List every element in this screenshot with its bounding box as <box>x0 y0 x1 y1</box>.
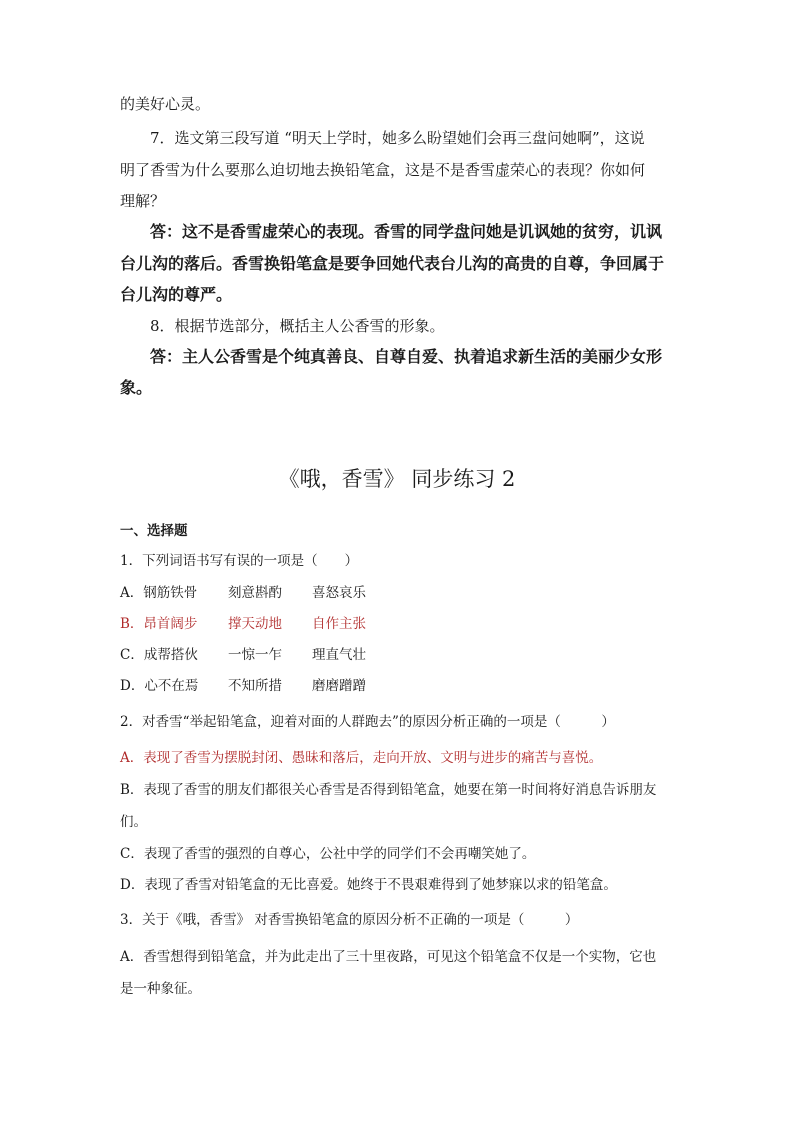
question-1-option-a <box>120 584 680 602</box>
question-7-line: 理解？ <box>120 192 166 210</box>
question-2-option-b: 们。 <box>120 814 147 830</box>
question-1-stem: 1．下列词语书写有误的一项是（ ） <box>120 553 359 569</box>
option-label: A．钢筋铁骨 <box>120 585 198 601</box>
option-word: 一惊一乍 <box>228 647 282 663</box>
question-1-option-c <box>120 646 680 664</box>
option-word: 撑天动地 <box>228 616 282 632</box>
question-1-option-d <box>120 677 680 695</box>
prev-text-line: 的美好心灵。 <box>120 95 211 113</box>
answer-7-line: 台儿沟的落后。香雪换铅笔盒是要争回她代表台儿沟的高贵的自尊，争回属于 <box>120 254 665 273</box>
section-heading: 一、选择题 <box>120 523 188 539</box>
question-2-option-d: D．表现了香雪对铅笔盒的无比喜爱。她终于不畏艰难得到了她梦寐以求的铅笔盒。 <box>120 877 617 893</box>
option-word: 刻意斟酌 <box>228 585 282 601</box>
question-2-option-c: C．表现了香雪的强烈的自尊心，公社中学的同学们不会再嘲笑她了。 <box>120 846 536 862</box>
option-word: 理直气壮 <box>312 647 366 663</box>
answer-8-line: 象。 <box>120 378 153 397</box>
option-word: 不知所措 <box>228 678 282 694</box>
question-3-option-a: 是一种象征。 <box>120 981 201 997</box>
question-2-option-b: B．表现了香雪的朋友们都很关心香雪是否得到铅笔盒，她要在第一时间将好消息告诉朋友 <box>120 782 657 798</box>
option-word: 喜怒哀乐 <box>312 585 366 601</box>
answer-7-line: 答：这不是香雪虚荣心的表现。香雪的同学盘问她是讥讽她的贫穷，讥讽 <box>150 222 663 241</box>
question-7-line: 7．选文第三段写道 “明天上学时，她多么盼望她们会再三盘问她啊”，这说 <box>150 129 645 147</box>
question-3-stem: 3．关于《哦，香雪》 对香雪换铅笔盒的原因分析不正确的一项是（ ） <box>120 912 579 928</box>
option-label: B．昂首阔步 <box>120 616 198 632</box>
question-2-option-a: A．表现了香雪为摆脱封闭、愚昧和落后，走向开放、文明与进步的痛苦与喜悦。 <box>120 750 603 766</box>
option-word: 磨磨蹭蹭 <box>312 678 366 694</box>
question-2-stem: 2．对香雪“举起铅笔盒，迎着对面的人群跑去”的原因分析正确的一项是（ ） <box>120 714 615 730</box>
answer-8-line: 答：主人公香雪是个纯真善良、自尊自爱、执着追求新生活的美丽少女形 <box>150 347 663 366</box>
answer-7-line: 台儿沟的尊严。 <box>120 285 233 304</box>
page-title: 《哦，香雪》 同步练习 2 <box>278 467 516 491</box>
question-7-line: 明了香雪为什么要那么迫切地去换铅笔盒，这是不是香雪虚荣心的表现？你如何 <box>120 161 646 179</box>
question-8-line: 8．根据节选部分，概括主人公香雪的形象。 <box>150 317 445 335</box>
option-label: C．成帮搭伙 <box>120 647 198 663</box>
question-1-option-b <box>120 615 680 633</box>
question-3-option-a: A．香雪想得到铅笔盒，并为此走出了三十里夜路，可见这个铅笔盒不仅是一个实物，它也 <box>120 949 657 965</box>
option-label: D．心不在焉 <box>120 678 199 694</box>
option-word: 自作主张 <box>312 616 366 632</box>
